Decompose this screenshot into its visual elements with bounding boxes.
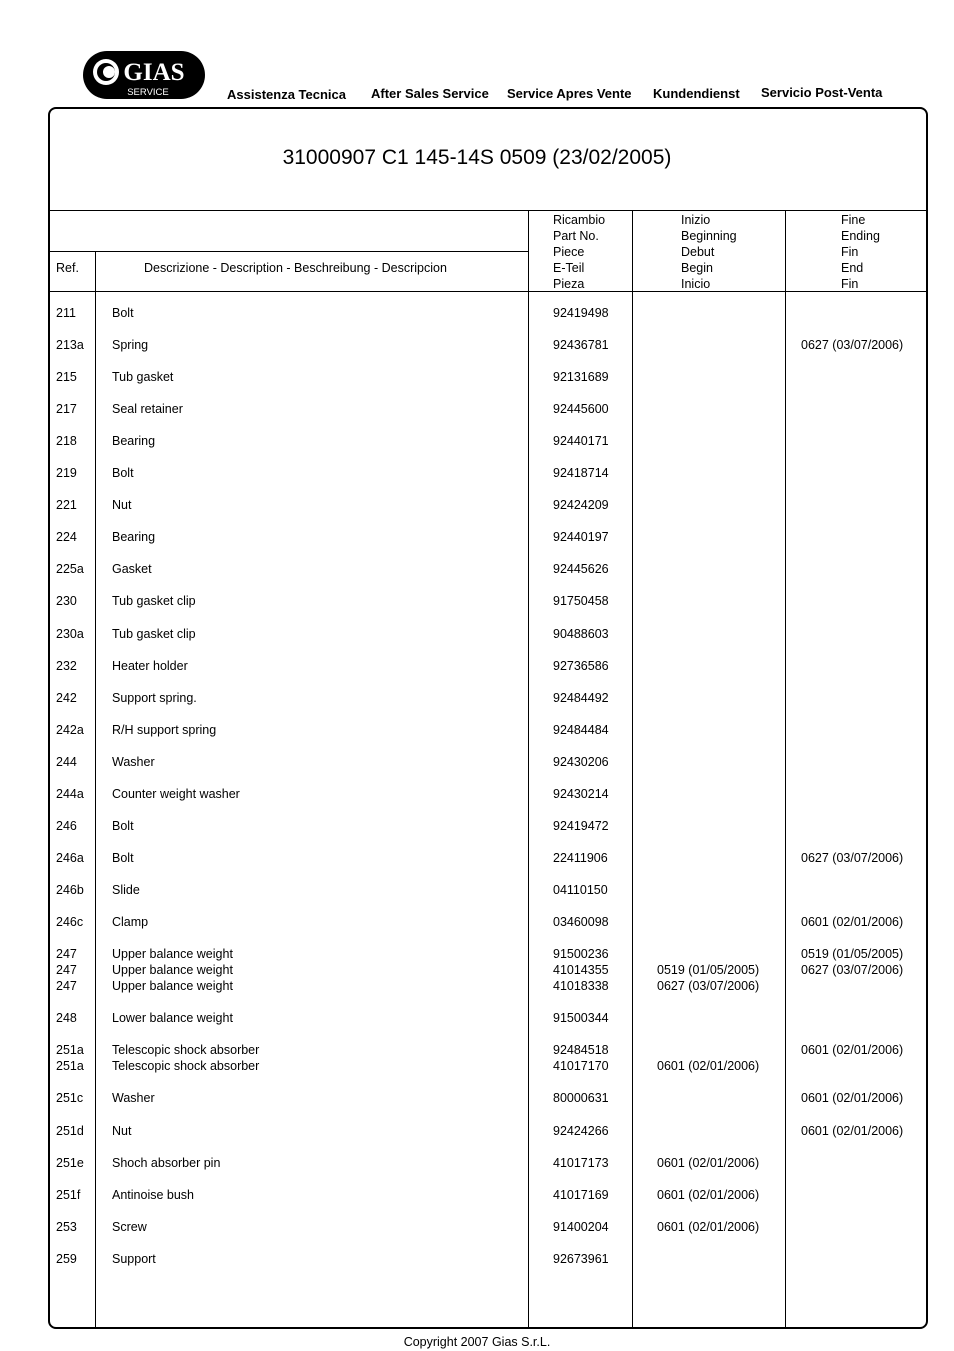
- row-part-number: 80000631: [553, 1091, 609, 1105]
- row-description: Bolt: [112, 306, 134, 320]
- row-ref: 244: [56, 755, 77, 769]
- row-description: R/H support spring: [112, 723, 217, 737]
- row-ref: 218: [56, 434, 77, 448]
- row-part-number: 41017169: [553, 1188, 609, 1202]
- header-mid-rule: [48, 251, 529, 252]
- beginning-label-es: Inicio: [681, 277, 711, 291]
- row-ref: 242: [56, 691, 77, 705]
- row-part-number: 41014355: [553, 963, 609, 977]
- row-beginning: 0519 (01/05/2005): [657, 963, 760, 977]
- row-ref: 247: [56, 963, 77, 977]
- beginning-label-de: Begin: [681, 261, 713, 275]
- row-description: Clamp: [112, 915, 149, 929]
- row-part-number: 92440171: [553, 434, 609, 448]
- row-beginning: 0601 (02/01/2006): [657, 1188, 760, 1202]
- header-bottom-rule: [48, 291, 928, 292]
- row-part-number: 92131689: [553, 370, 609, 384]
- ref-column-divider: [95, 251, 96, 1329]
- service-label-fr: Service Apres Vente: [507, 86, 632, 101]
- row-ref: 224: [56, 530, 77, 544]
- row-ref: 230: [56, 594, 77, 608]
- row-ref: 215: [56, 370, 77, 384]
- row-description: Washer: [112, 1091, 155, 1105]
- column-header-description: Descrizione - Description - Beschreibung - Descripcion: [144, 261, 447, 275]
- row-description: Upper balance weight: [112, 947, 233, 961]
- row-description: Counter weight washer: [112, 787, 240, 801]
- row-part-number: 92484484: [553, 723, 609, 737]
- row-part-number: 92419498: [553, 306, 609, 320]
- row-part-number: 92418714: [553, 466, 609, 480]
- row-ref: 251a: [56, 1059, 84, 1073]
- end-label-de: End: [841, 261, 864, 275]
- row-part-number: 91400204: [553, 1220, 609, 1234]
- row-ref: 225a: [56, 562, 84, 576]
- row-part-number: 92445600: [553, 402, 609, 416]
- service-label-es: Servicio Post-Venta: [761, 85, 883, 100]
- row-ref: 247: [56, 947, 77, 961]
- row-end: 0519 (01/05/2005): [801, 947, 904, 961]
- row-description: Slide: [112, 883, 140, 897]
- row-ref: 246a: [56, 851, 84, 865]
- row-part-number: 03460098: [553, 915, 609, 929]
- row-part-number: 92736586: [553, 659, 609, 673]
- row-part-number: 92419472: [553, 819, 609, 833]
- row-part-number: 92484518: [553, 1043, 609, 1057]
- row-ref: 246c: [56, 915, 84, 929]
- row-ref: 251a: [56, 1043, 84, 1057]
- row-part-number: 92430206: [553, 755, 609, 769]
- row-part-number: 22411906: [553, 851, 608, 865]
- row-description: Telescopic shock absorber: [112, 1059, 260, 1073]
- row-ref: 221: [56, 498, 77, 512]
- column-header-end: [841, 212, 880, 292]
- row-ref: 251f: [56, 1188, 81, 1202]
- row-description: Bearing: [112, 530, 156, 544]
- row-description: Shoch absorber pin: [112, 1156, 221, 1170]
- gias-service-logo: [82, 50, 206, 100]
- part-number-label-es: Pieza: [553, 277, 585, 291]
- part-number-label-de: E-Teil: [553, 261, 585, 275]
- row-description: Telescopic shock absorber: [112, 1043, 260, 1057]
- logo-text: GIAS: [123, 59, 185, 86]
- row-part-number: 91750458: [553, 594, 609, 608]
- row-ref: 213a: [56, 338, 84, 352]
- row-description: Heater holder: [112, 659, 188, 673]
- row-description: Bolt: [112, 466, 134, 480]
- row-description: Gasket: [112, 562, 152, 576]
- row-description: Tub gasket clip: [112, 594, 196, 608]
- column-header-part-number: [553, 212, 605, 292]
- column-header-ref: Ref.: [56, 261, 79, 275]
- end-label-es: Fin: [841, 277, 859, 291]
- row-part-number: 91500236: [553, 947, 609, 961]
- row-description: Antinoise bush: [112, 1188, 195, 1202]
- row-end: 0627 (03/07/2006): [801, 851, 904, 865]
- column-header-beginning: [681, 212, 737, 292]
- row-ref: 259: [56, 1252, 77, 1266]
- end-label-it: Fine: [841, 213, 866, 227]
- service-label-de: Kundendienst: [653, 86, 740, 101]
- row-ref: 246b: [56, 883, 84, 897]
- row-description: Screw: [112, 1220, 147, 1234]
- header-top-rule: [48, 210, 928, 211]
- part-number-label-it: Ricambio: [553, 213, 606, 227]
- row-description: Spring: [112, 338, 149, 352]
- row-part-number: 92445626: [553, 562, 609, 576]
- row-part-number: 92673961: [553, 1252, 609, 1266]
- row-part-number: 92440197: [553, 530, 609, 544]
- row-ref: 251e: [56, 1156, 84, 1170]
- description-column-divider: [528, 210, 529, 1329]
- row-ref: 242a: [56, 723, 84, 737]
- row-ref: 251c: [56, 1091, 84, 1105]
- row-ref: 244a: [56, 787, 84, 801]
- document-title: 31000907 C1 145-14S 0509 (23/02/2005): [282, 146, 672, 169]
- row-part-number: 41017170: [553, 1059, 609, 1073]
- row-ref: 247: [56, 979, 77, 993]
- row-description: Upper balance weight: [112, 963, 233, 977]
- row-ref: 219: [56, 466, 77, 480]
- row-beginning: 0601 (02/01/2006): [657, 1220, 760, 1234]
- row-ref: 232: [56, 659, 77, 673]
- row-description: Support spring.: [112, 691, 197, 705]
- logo-subtext: SERVICE: [127, 87, 169, 98]
- row-description: Nut: [112, 1124, 132, 1138]
- row-end: 0601 (02/01/2006): [801, 1124, 904, 1138]
- row-ref: 246: [56, 819, 77, 833]
- row-end: 0601 (02/01/2006): [801, 1043, 904, 1057]
- row-part-number: 04110150: [553, 883, 608, 897]
- row-description: Seal retainer: [112, 402, 183, 416]
- row-description: Nut: [112, 498, 132, 512]
- row-end: 0627 (03/07/2006): [801, 338, 904, 352]
- row-part-number: 91500344: [553, 1011, 609, 1025]
- row-part-number: 92424209: [553, 498, 609, 512]
- row-description: Bolt: [112, 851, 134, 865]
- row-description: Lower balance weight: [112, 1011, 233, 1025]
- row-ref: 217: [56, 402, 77, 416]
- beginning-column-divider: [785, 210, 786, 1329]
- row-end: 0601 (02/01/2006): [801, 915, 904, 929]
- row-ref: 230a: [56, 627, 84, 641]
- row-description: Bearing: [112, 434, 156, 448]
- copyright-footer: Copyright 2007 Gias S.r.L.: [403, 1335, 551, 1349]
- beginning-label-it: Inizio: [681, 213, 711, 227]
- row-part-number: 92484492: [553, 691, 609, 705]
- part-number-label-en: Part No.: [553, 229, 599, 243]
- row-description: Upper balance weight: [112, 979, 233, 993]
- end-label-en: Ending: [841, 229, 880, 243]
- row-ref: 251d: [56, 1124, 84, 1138]
- service-label-it: Assistenza Tecnica: [227, 87, 346, 102]
- row-description: Tub gasket: [112, 370, 174, 384]
- beginning-label-fr: Debut: [681, 245, 715, 259]
- row-end: 0627 (03/07/2006): [801, 963, 904, 977]
- row-description: Washer: [112, 755, 155, 769]
- end-label-fr: Fin: [841, 245, 859, 259]
- row-end: 0601 (02/01/2006): [801, 1091, 904, 1105]
- row-ref: 253: [56, 1220, 77, 1234]
- row-part-number: 41017173: [553, 1156, 609, 1170]
- row-part-number: 90488603: [553, 627, 609, 641]
- row-part-number: 92430214: [553, 787, 609, 801]
- service-label-en: After Sales Service: [371, 86, 489, 101]
- row-beginning: 0601 (02/01/2006): [657, 1156, 760, 1170]
- row-description: Bolt: [112, 819, 134, 833]
- row-beginning: 0627 (03/07/2006): [657, 979, 760, 993]
- row-beginning: 0601 (02/01/2006): [657, 1059, 760, 1073]
- beginning-label-en: Beginning: [681, 229, 737, 243]
- part-number-column-divider: [632, 210, 633, 1329]
- part-number-label-fr: Piece: [553, 245, 585, 259]
- row-part-number: 92424266: [553, 1124, 609, 1138]
- row-ref: 248: [56, 1011, 77, 1025]
- row-description: Support: [112, 1252, 156, 1266]
- row-description: Tub gasket clip: [112, 627, 196, 641]
- row-part-number: 92436781: [553, 338, 609, 352]
- row-ref: 211: [56, 306, 76, 320]
- row-part-number: 41018338: [553, 979, 609, 993]
